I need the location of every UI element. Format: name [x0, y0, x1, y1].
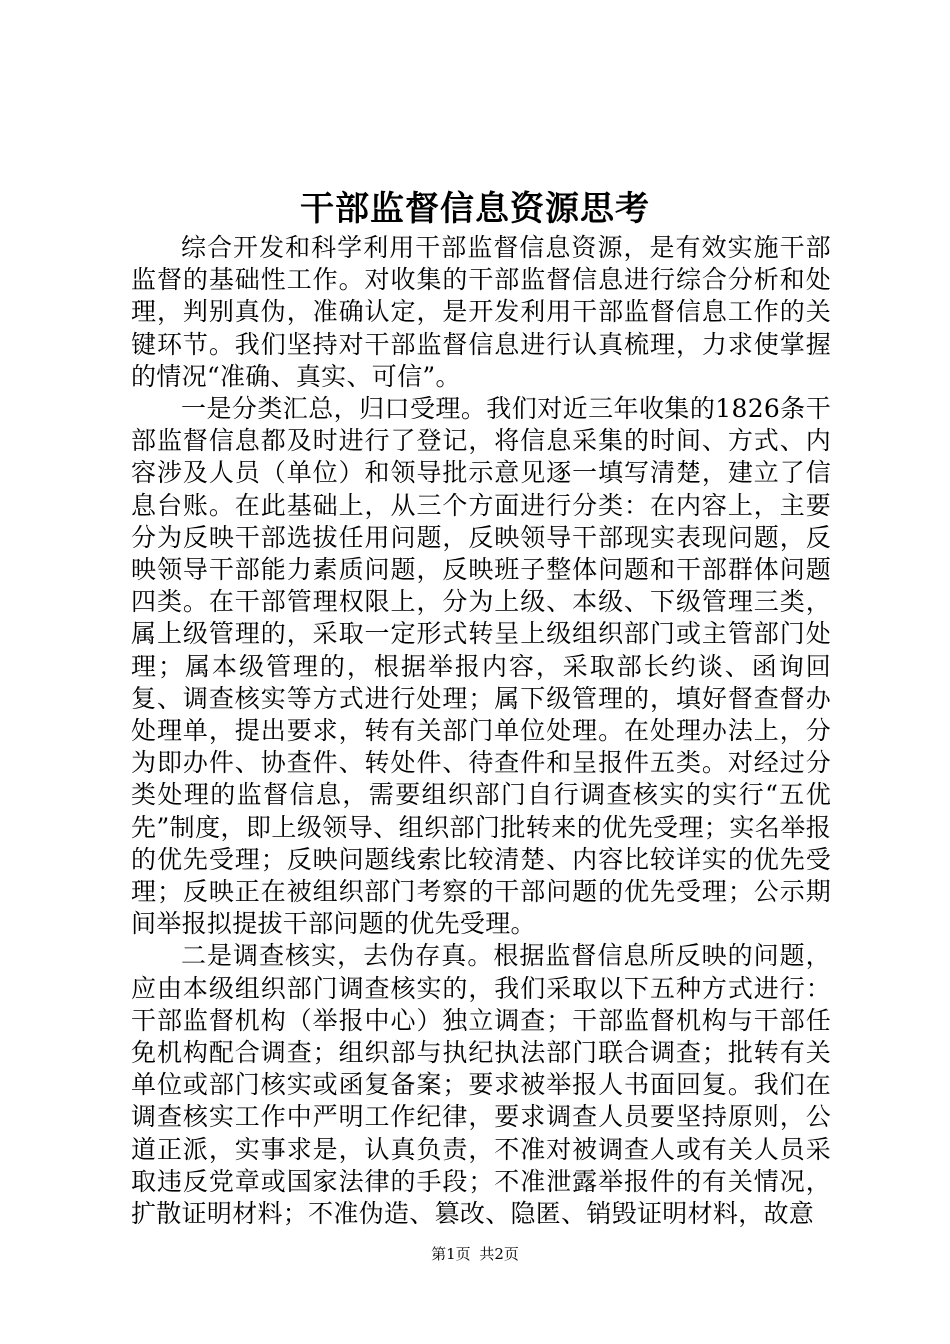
page-number: 第1页 [431, 1245, 471, 1263]
page-total: 共2页 [479, 1245, 519, 1263]
paragraph-verification: 二是调查核实，去伪存真。根据监督信息所反映的问题，应由本级组织部门调查核实的，我们采取以下五种方式进行：干部监督机构（举报中心）独立调查；干部监督机构与干部任免机构配合调查；组织部与执纪执法部门联合调查；批转有关单位或部门核实或函复备案；要求被举报人书面回复。我们在调查核实工作中严明工作纪律，要求调查人员要坚持原则，公道正派，实事求是，认真负责，不准对被调查人或有关人员采取违反党章或国家法律的手段；不准泄露举报件的有关情况，扩散证明材料；不准伪造、篡改、隐匿、销毁证明材料，故意 [131, 941, 831, 1229]
document-body [131, 232, 831, 1230]
paragraph-classification: 一是分类汇总，归口受理。我们对近三年收集的1826条干部监督信息都及时进行了登记，将信息采集的时间、方式、内容涉及人员（单位）和领导批示意见逐一填写清楚，建立了信息台账。在此基础上，从三个方面进行分类：在内容上，主要分为反映干部选拔任用问题，反映领导干部现实表现问题，反映领导干部能力素质问题，反映班子整体问题和干部群体问题四类。在干部管理权限上，分为上级、本级、下级管理三类，属上级管理的，采取一定形式转呈上级组织部门或主管部门处理；属本级管理的，根据举报内容，采取部长约谈、函询回复、调查核实等方式进行处理；属下级管理的，填好督查督办处理单，提出要求，转有关部门单位处理。在处理办法上，分为即办件、协查件、转处件、待查件和呈报件五类。对经过分类处理的监督信息，需要组织部门自行调查核实的实行“五优先”制度，即上级领导、组织部门批转来的优先受理；实名举报的优先受理；反映问题线索比较清楚、内容比较详实的优先受理；反映正在被组织部门考察的干部问题的优先受理；公示期间举报拟提拔干部问题的优先受理。 [131, 394, 831, 939]
document-title: 干部监督信息资源思考 [300, 189, 650, 229]
page-footer [0, 1244, 950, 1264]
paragraph-intro: 综合开发和科学利用干部监督信息资源，是有效实施干部监督的基础性工作。对收集的干部监督信息进行综合分析和处理，判别真伪，准确认定，是开发利用干部监督信息工作的关键环节。我们坚持对干部监督信息进行认真梳理，力求使掌握的情况“准确、真实、可信”。 [131, 233, 831, 391]
